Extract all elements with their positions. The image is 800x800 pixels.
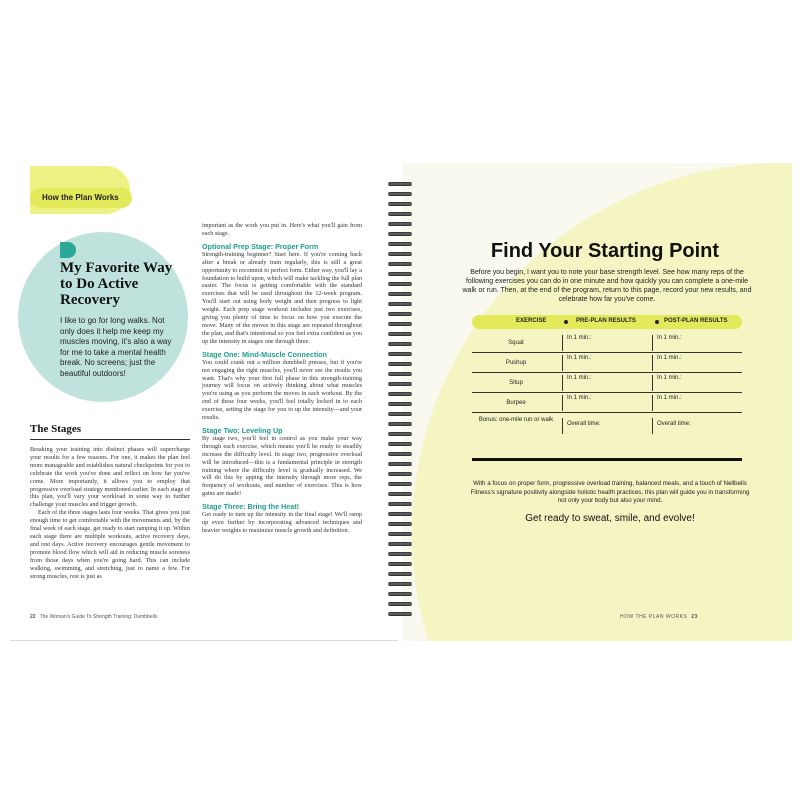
post-result-cell[interactable]: In 1 min.: bbox=[652, 375, 740, 391]
table-row bbox=[472, 333, 742, 353]
post-result-cell[interactable]: In 1 min.: bbox=[652, 355, 740, 371]
post-result-cell[interactable]: In 1 min.: bbox=[652, 395, 740, 411]
intro-text: Before you begin, I want you to note your base strength level. See how many reps of the following exercises you can do in one minute and how quickly you can complete a one-mile walk or run. Then, at the end of the program, return to this page, record your new results, and celebrate how far you've come. bbox=[462, 269, 752, 303]
section-label: How the Plan Works bbox=[30, 188, 132, 208]
column-header: EXERCISE bbox=[516, 318, 547, 324]
stage-heading: Optional Prep Stage: Proper Form bbox=[202, 241, 319, 251]
page-number: 22 bbox=[30, 614, 36, 620]
paragraph: Breaking your training into distinct phases will supercharge your results for a few reasons. For one, it makes the plan feel more manageable and establishes natural checkpoints for you to celebrate the work you've done and reflect on how far you've come. More importantly, it allows you to employ that progressive overload strategy mentioned earlier. In each stage of this plan, you'll vary your workload in some way to further challenge your muscles and trigger growth. bbox=[30, 446, 190, 509]
page-title: Find Your Starting Point bbox=[490, 240, 720, 262]
spiral-coil bbox=[382, 552, 418, 556]
spiral-coil bbox=[382, 532, 418, 536]
spiral-coil bbox=[382, 542, 418, 546]
results-table bbox=[472, 333, 742, 439]
spiral-coil bbox=[382, 572, 418, 576]
section-name: HOW THE PLAN WORKS bbox=[620, 614, 688, 620]
bullet-dot-icon bbox=[655, 320, 659, 324]
exercise-cell: Burpee bbox=[506, 400, 526, 406]
stages-heading: The Stages bbox=[30, 423, 82, 435]
stage-text: Get ready to turn up the intensity in the final stage! We'll ramp up even further by incorporating advanced techniques and heavier weights to maximize muscle growth and definition. bbox=[202, 511, 362, 534]
spiral-coil bbox=[382, 422, 418, 426]
spiral-coil bbox=[382, 522, 418, 526]
spiral-coil bbox=[382, 462, 418, 466]
stage-heading: Stage Three: Bring the Heat! bbox=[202, 502, 300, 512]
stage-text: Strength-training beginner? Start here. If you're coming back after a break or already train regularly, this is still a great opportunity to recommit to perfect form. Either way, you'll lay a foundation to build upon, which will make tackling the full plan easier. The focus is getting comfortable with the standard exercises that will be used throughout the 12-week program. You'll start out using body weight and then progress to light weight. Each prep stage workout includes just two exercises, giving you plenty of time to focus on how you execute the move. Many of the moves in this stage are repeated throughout the plan, and that's intentional so you feel extra confident as you up the intensity in stages one through three. bbox=[202, 250, 362, 345]
exercise-cell: Bonus: one-mile run or walk bbox=[478, 417, 554, 423]
post-result-cell[interactable]: In 1 min.: bbox=[652, 335, 740, 351]
bullet-dot-icon bbox=[564, 320, 568, 324]
page-number: 23 bbox=[691, 614, 698, 620]
exercise-cell: Situp bbox=[509, 380, 523, 386]
spiral-coil bbox=[382, 562, 418, 566]
tagline: Get ready to sweat, smile, and evolve! bbox=[525, 513, 695, 524]
spiral-coil bbox=[382, 232, 418, 236]
pre-result-cell[interactable]: In 1 min.: bbox=[562, 375, 650, 391]
spiral-coil bbox=[382, 312, 418, 316]
table-header bbox=[472, 315, 742, 329]
spiral-coil bbox=[382, 512, 418, 516]
spiral-coil bbox=[382, 492, 418, 496]
heading-divider bbox=[30, 439, 190, 440]
spiral-coil bbox=[382, 342, 418, 346]
spiral-coil bbox=[382, 292, 418, 296]
spiral-coil bbox=[382, 202, 418, 206]
spiral-coil bbox=[382, 332, 418, 336]
spiral-coil bbox=[382, 392, 418, 396]
spiral-coil bbox=[382, 372, 418, 376]
spiral-coil bbox=[382, 612, 418, 616]
closing-text: With a focus on proper form, progressive overload training, balanced meals, and a touch of Nellbells Fitness's signature positivity alongside holistic health practices, this plan will guide you in transforming not only your body but also your mind. bbox=[470, 480, 750, 504]
spiral-coil bbox=[382, 472, 418, 476]
spiral-coil bbox=[382, 222, 418, 226]
spiral-coil bbox=[382, 412, 418, 416]
spiral-coil bbox=[382, 452, 418, 456]
stage-text: By stage two, you'll feel in control as you make your way through each exercise, which means you'll be ready to steadily increase the difficulty level. In stage two, progressive overload will be introduced—this is a fundamental principle in strength training where the difficulty level is gradually increased. We will do this by upping the intensity through more reps, the frequency of workouts, and number of exercises. This is how gains are made! bbox=[202, 434, 362, 498]
spiral-coil bbox=[382, 382, 418, 386]
spiral-coil bbox=[382, 362, 418, 366]
column-header: PRE-PLAN RESULTS bbox=[576, 318, 636, 324]
left-column-body bbox=[30, 446, 190, 580]
spiral-coil bbox=[382, 242, 418, 246]
table-bottom-rule bbox=[472, 458, 742, 461]
table-row bbox=[472, 393, 742, 413]
exercise-cell: Pushup bbox=[505, 360, 527, 366]
spiral-coil bbox=[382, 582, 418, 586]
spiral-coil bbox=[382, 442, 418, 446]
column-header: POST-PLAN RESULTS bbox=[664, 318, 728, 324]
spiral-coil bbox=[382, 602, 418, 606]
spiral-coil bbox=[382, 282, 418, 286]
right-footer bbox=[620, 614, 698, 620]
spiral-coil bbox=[382, 482, 418, 486]
spiral-coil bbox=[382, 502, 418, 506]
spiral-coil bbox=[382, 192, 418, 196]
table-row bbox=[472, 353, 742, 373]
stage-heading: Stage Two: Leveling Up bbox=[202, 425, 283, 435]
spiral-coil bbox=[382, 212, 418, 216]
book-title: The Woman's Guide To Strength Training: Dumbbells bbox=[39, 614, 158, 620]
table-row bbox=[472, 413, 742, 439]
exercise-cell: Squat bbox=[508, 340, 524, 346]
stage-heading: Stage One: Mind-Muscle Connection bbox=[202, 349, 327, 359]
pre-result-cell[interactable]: In 1 min.: bbox=[562, 335, 650, 351]
pre-result-cell[interactable]: In 1 min.: bbox=[562, 395, 650, 411]
left-footer bbox=[30, 614, 157, 620]
spiral-coil bbox=[382, 322, 418, 326]
spiral-coil bbox=[382, 252, 418, 256]
spiral-coil bbox=[382, 432, 418, 436]
spiral-coil bbox=[382, 352, 418, 356]
spiral-coil bbox=[382, 182, 418, 186]
spiral-coil bbox=[382, 302, 418, 306]
spiral-coil bbox=[382, 592, 418, 596]
spiral-binding bbox=[382, 182, 418, 622]
paragraph: Each of the three stages lasts four weeks. That gives you just enough time to get comfortable with the movements and, by the final week of each stage, get ready to start ramping it up. Within each stage there are multiple workouts, active recovery days, and rest days. Active recovery encourages gentle movement to promote blood flow which will aid in reducing muscle soreness from those days when you're going hard. This can include walking, swimming, and stretching, just to name a few. For strong muscles, rest is just as bbox=[30, 509, 190, 580]
stage-text: You could crank out a million dumbbell presses, but if you're not engaging the right muscles, you'll never see the results you want. That's why your first full phase in this strength-training journey will focus on actively thinking about what muscles you're using as you perform the moves in each workout. By the end of these four weeks, you'll feel totally locked in to each exercise, setting the stage for you to up the intensity—and your results. bbox=[202, 358, 362, 422]
spiral-coil bbox=[382, 272, 418, 276]
right-column-body bbox=[202, 222, 362, 537]
paragraph: important as the work you put in. Here's what you'll gain from each stage. bbox=[202, 222, 362, 237]
sidebar-title: My Favorite Way to Do Active Recovery bbox=[60, 260, 173, 308]
sidebar-marker-icon bbox=[60, 242, 76, 258]
sidebar-text: I like to go for long walks. Not only does it help me keep my muscles moving, it's also a way for me to take a mental health break. No screens; just the beautiful outdoors! bbox=[60, 316, 172, 378]
spiral-coil bbox=[382, 262, 418, 266]
table-row bbox=[472, 373, 742, 393]
post-result-cell[interactable]: Overall time: bbox=[652, 418, 740, 434]
pre-result-cell[interactable]: In 1 min.: bbox=[562, 355, 650, 371]
pre-result-cell[interactable]: Overall time: bbox=[562, 418, 650, 434]
spiral-coil bbox=[382, 402, 418, 406]
